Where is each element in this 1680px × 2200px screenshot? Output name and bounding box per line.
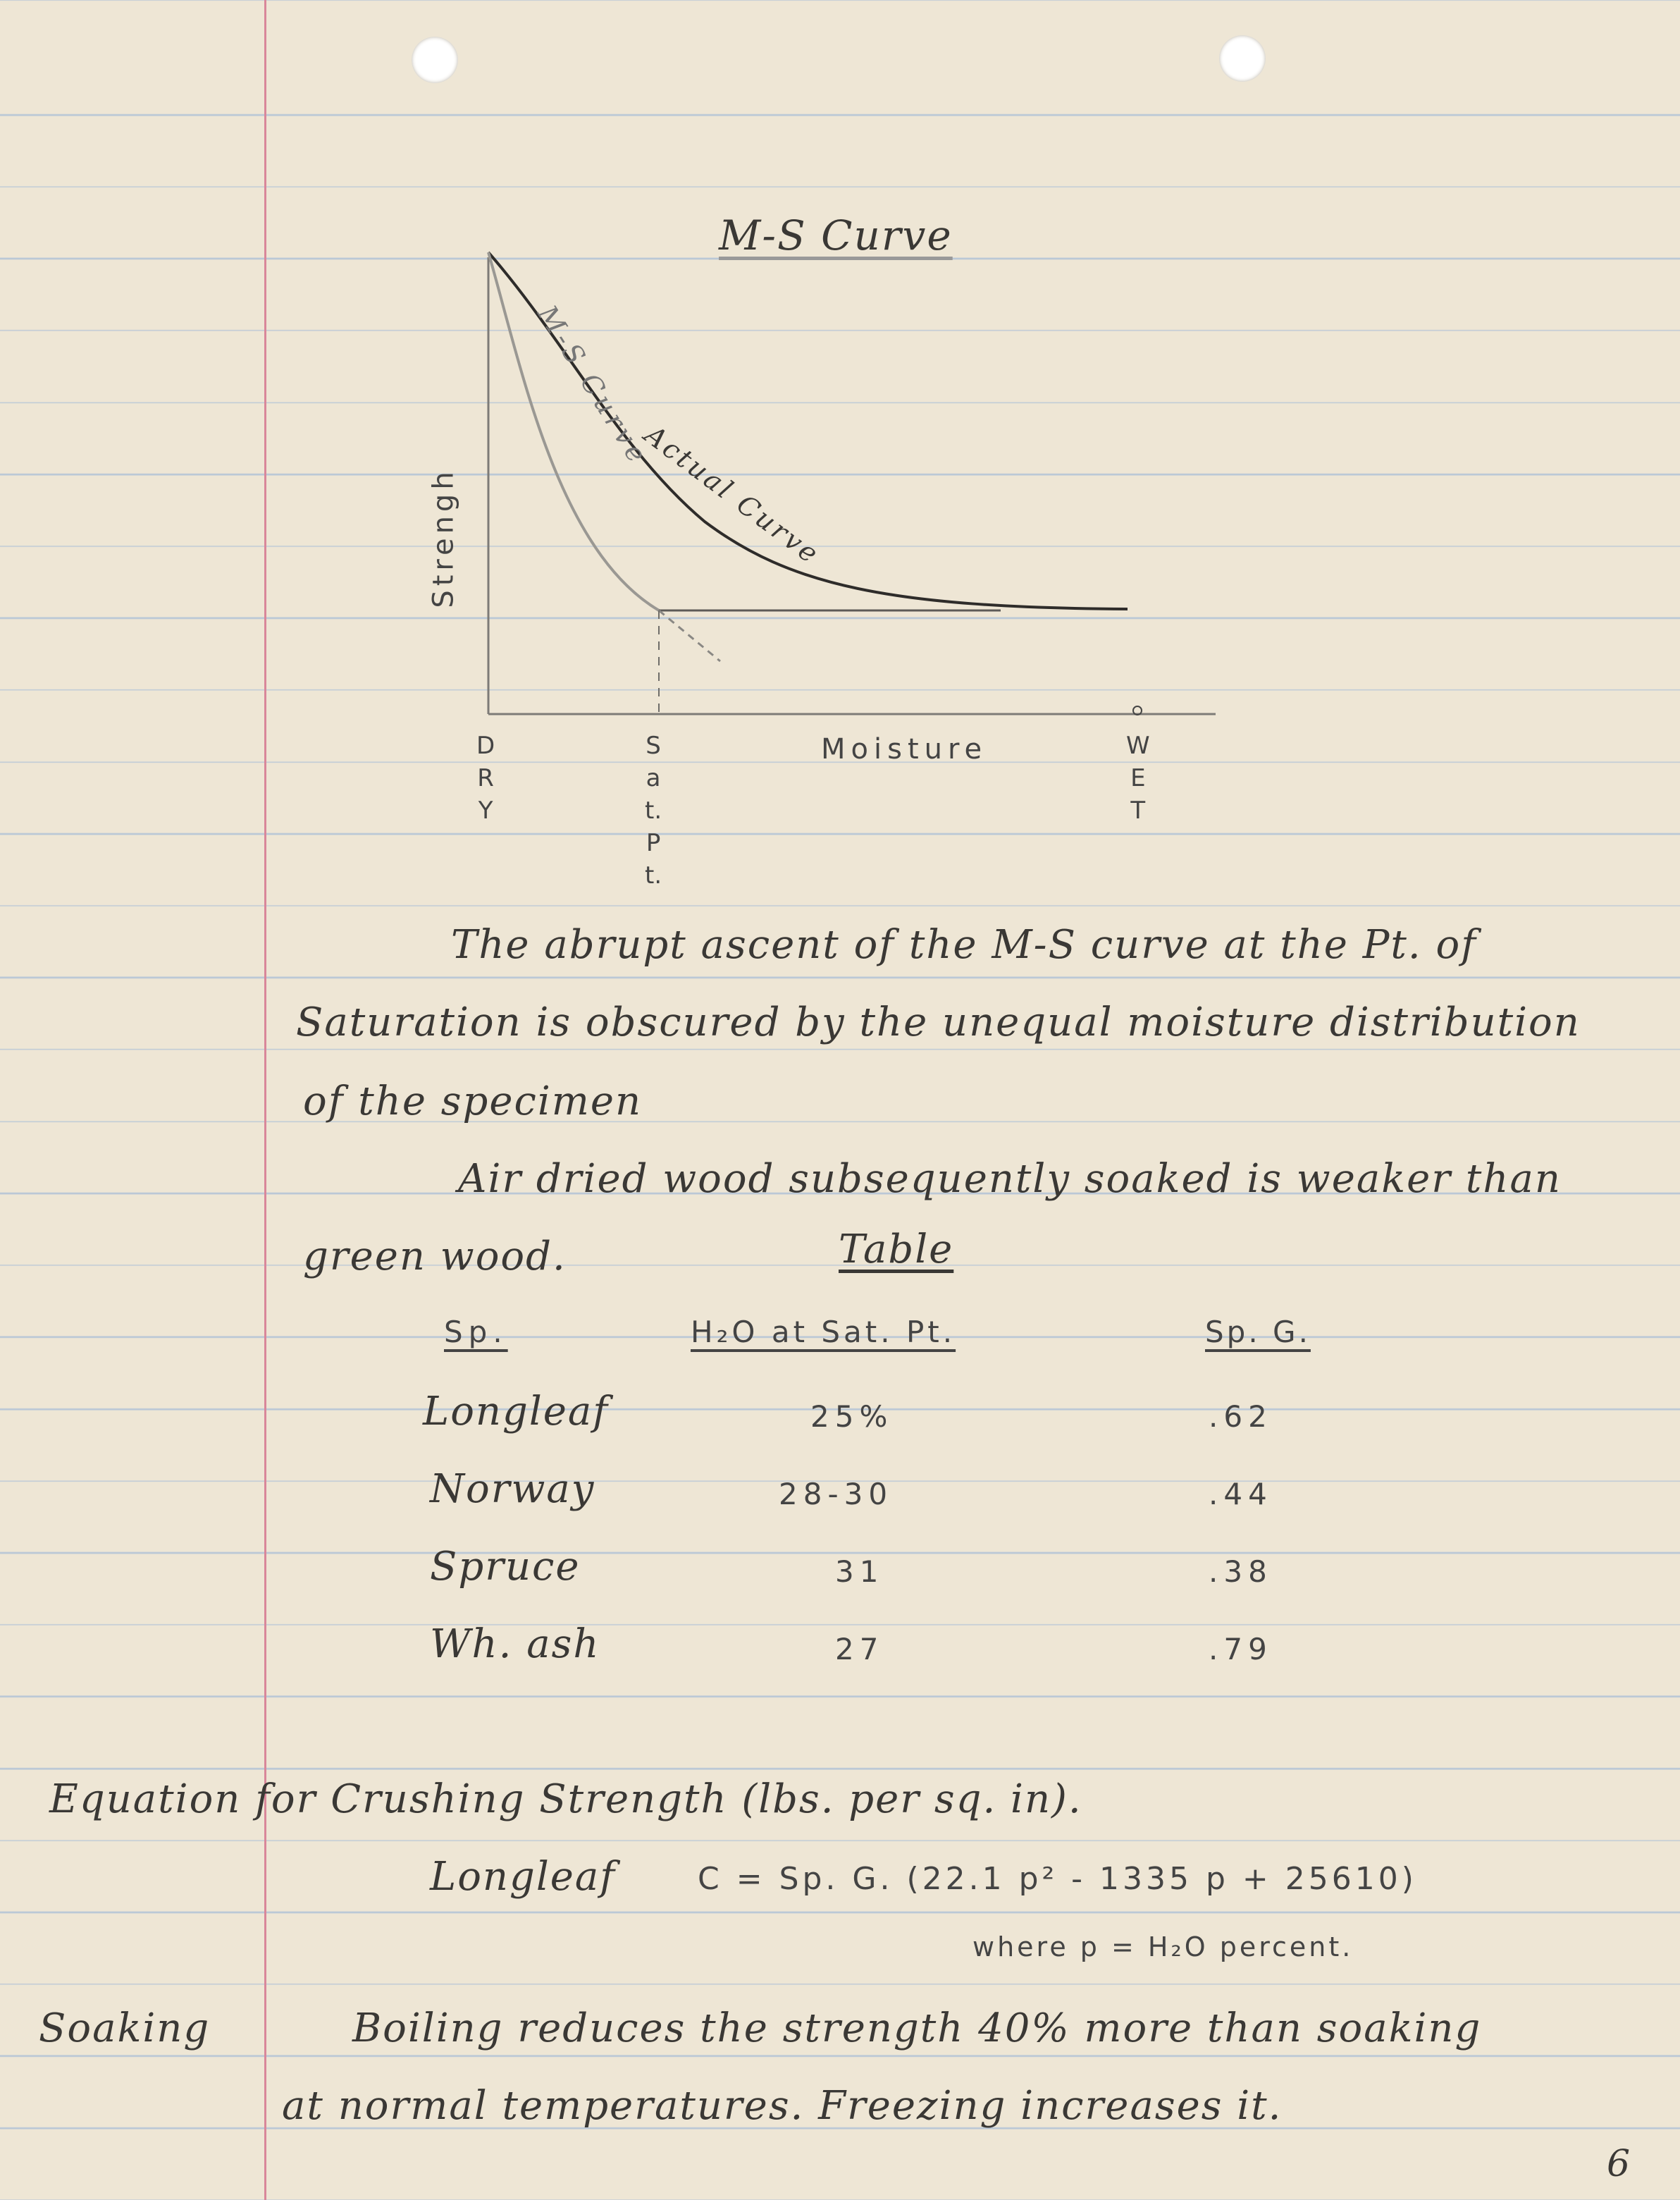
table-row-1-spg: .62 (1209, 1399, 1273, 1434)
table-row-4-water: 27 (835, 1632, 884, 1666)
table-row-1-species: Longleaf (423, 1389, 609, 1434)
paragraph1-line3: of the specimen (303, 1079, 643, 1124)
paragraph1-line2: Saturation is obscured by the unequal moisture distribution (296, 1000, 1581, 1045)
y-axis-label: Strengh (427, 467, 460, 608)
paragraph1-line1: The abrupt ascent of the M-S curve at the Pt. of (451, 922, 1477, 968)
paragraph2-line1: Air dried wood subsequently soaked is weaker than (458, 1156, 1562, 1202)
equation-formula: C = Sp. G. (22.1 p² - 1335 p + 25610) (698, 1861, 1417, 1897)
equation-note: where p = H₂O percent. (972, 1931, 1354, 1962)
table-row-3-water: 31 (835, 1554, 884, 1589)
equation-species: Longleaf (430, 1854, 616, 1900)
x-marker-sat-pt: S a t. P t. (645, 732, 662, 890)
x-marker-dry: D R Y (476, 732, 495, 825)
table-row-3-spg: .38 (1209, 1554, 1273, 1589)
page-number: 6 (1607, 2143, 1632, 2185)
paragraph2-line2: green wood. (303, 1234, 567, 1279)
table-row-4-species: Wh. ash (430, 1621, 600, 1667)
soaking-label: Soaking (39, 2005, 211, 2051)
table-row-4-spg: .79 (1209, 1632, 1273, 1666)
soaking-line2: at normal temperatures. Freezing increases it. (282, 2083, 1283, 2129)
x-axis-label: Moisture (821, 733, 988, 766)
chart-title: M-S Curve (719, 211, 953, 259)
actual-curve-label: Actual Curve (638, 419, 827, 571)
table-header-spg: Sp. G. (1205, 1315, 1311, 1349)
table-title: Table (839, 1227, 954, 1272)
soaking-line1: Boiling reduces the strength 40% more than soaking (352, 2005, 1482, 2051)
table-row-3-species: Spruce (430, 1544, 581, 1590)
table-row-1-water: 25% (810, 1399, 894, 1434)
x-marker-wet: W E T (1126, 732, 1150, 825)
table-row-2-water: 28-30 (779, 1477, 894, 1511)
table-header-water: H₂O at Sat. Pt. (691, 1315, 956, 1349)
table-header-species: Sp. (444, 1315, 508, 1349)
ms-extension-dashed (659, 610, 720, 661)
ms-curve-label: M-S Curve (531, 300, 655, 472)
table-row-2-species: Norway (430, 1466, 595, 1512)
equation-heading: Equation for Crushing Strength (lbs. per sq. in). (49, 1776, 1082, 1822)
table-row-2-spg: .44 (1209, 1477, 1273, 1511)
